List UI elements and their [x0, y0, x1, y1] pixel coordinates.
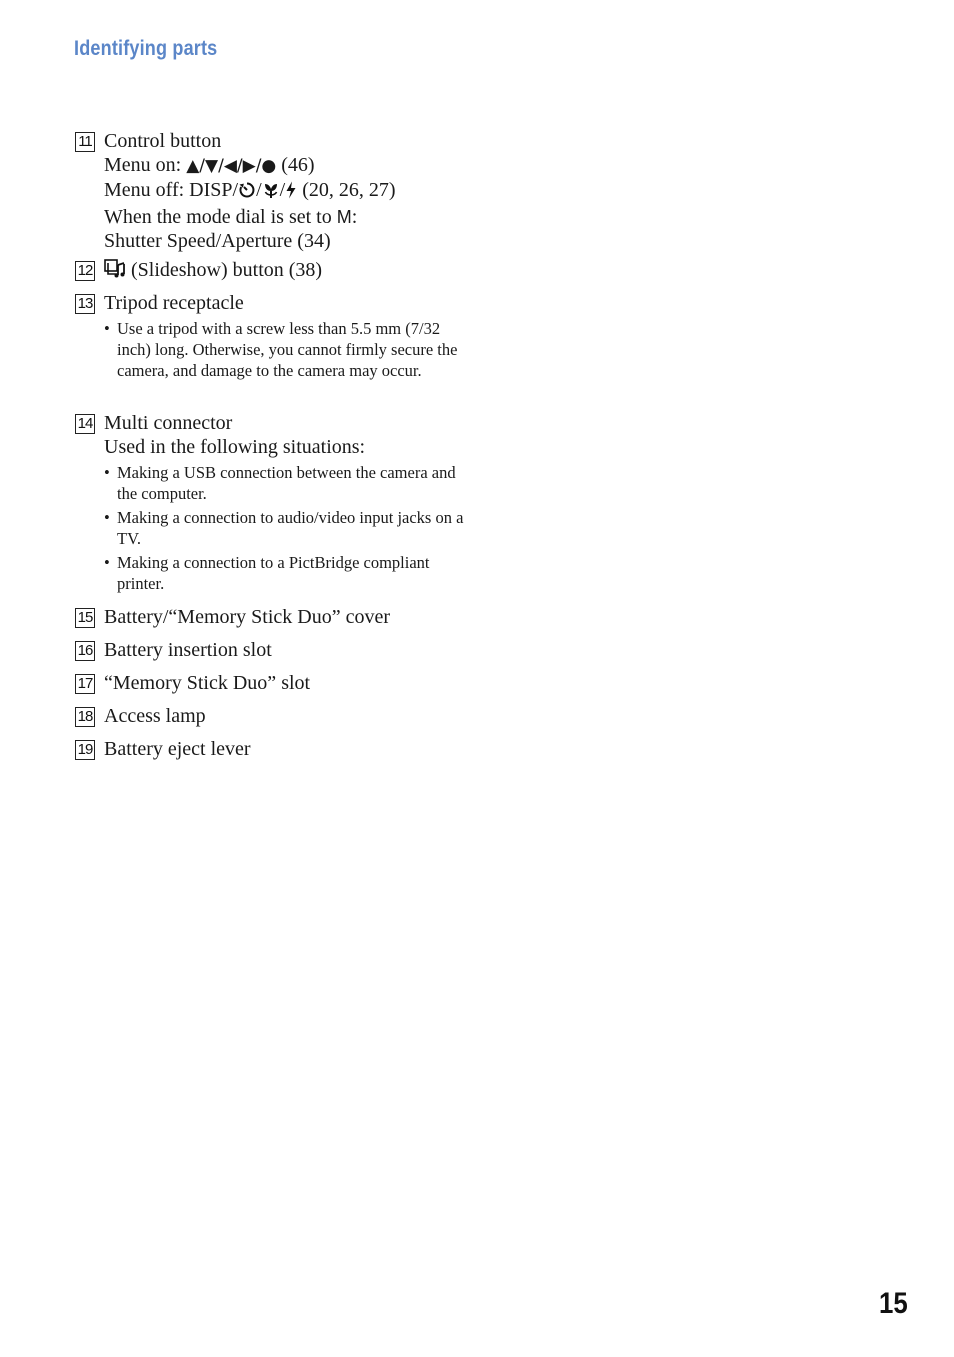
item-heading: Battery insertion slot	[104, 639, 272, 661]
item-subline: Used in the following situations:	[104, 436, 366, 458]
item-number: 12	[75, 261, 95, 281]
bullet-item: • Making a USB connection between the camera and the computer.	[104, 463, 456, 503]
bullet-item: • Making a connection to a PictBridge compliant printer.	[104, 553, 430, 593]
item-heading: Tripod receptacle	[104, 292, 244, 314]
item-heading: Battery/“Memory Stick Duo” cover	[104, 606, 391, 628]
item-heading: (Slideshow) button (38)	[104, 258, 475, 285]
flash-icon	[285, 181, 297, 205]
item-17	[75, 674, 475, 695]
item-number: 13	[75, 294, 95, 314]
item-number: 11	[75, 132, 95, 152]
menu-off-line: Menu off: DISP/ / / (20, 26, 27)	[104, 178, 475, 205]
item-16	[75, 641, 475, 662]
item-11	[75, 132, 475, 253]
item-number: 15	[75, 608, 95, 628]
bullet-item: • Making a connection to audio/video input jacks on a TV.	[104, 508, 464, 548]
item-number: 18	[75, 707, 95, 727]
item-heading: Control button	[104, 130, 222, 152]
item-number: 14	[75, 414, 95, 434]
item-heading: Access lamp	[104, 705, 206, 727]
page-number: 15	[879, 1287, 908, 1320]
item-19	[75, 740, 475, 761]
item-18	[75, 707, 475, 728]
slideshow-icon	[104, 259, 126, 285]
macro-icon	[262, 181, 280, 205]
item-heading: Multi connector	[104, 412, 233, 434]
item-number: 17	[75, 674, 95, 694]
item-12	[75, 261, 475, 285]
item-13	[75, 294, 475, 381]
item-heading: Battery eject lever	[104, 738, 251, 760]
manual-mode-symbol: M	[336, 207, 352, 227]
section-title: Identifying parts	[74, 37, 218, 60]
item-heading: “Memory Stick Duo” slot	[104, 672, 311, 694]
item-number: 19	[75, 740, 95, 760]
bullet-item: • Use a tripod with a screw less than 5.5 mm (7/32 inch) long. Otherwise, you cannot firmly secure the camera, and damage to the camera may occur.	[104, 319, 458, 380]
item-number: 16	[75, 641, 95, 661]
item-15	[75, 608, 475, 629]
mode-dial-line: When the mode dial is set to M:	[104, 206, 358, 228]
shutter-line: Shutter Speed/Aperture (34)	[104, 230, 331, 252]
direction-symbols: ▲/▼/◀/▶/●	[186, 156, 277, 176]
menu-on-line: Menu on: ▲/▼/◀/▶/● (46)	[104, 154, 315, 176]
self-timer-icon	[238, 181, 256, 205]
item-14	[75, 414, 475, 594]
